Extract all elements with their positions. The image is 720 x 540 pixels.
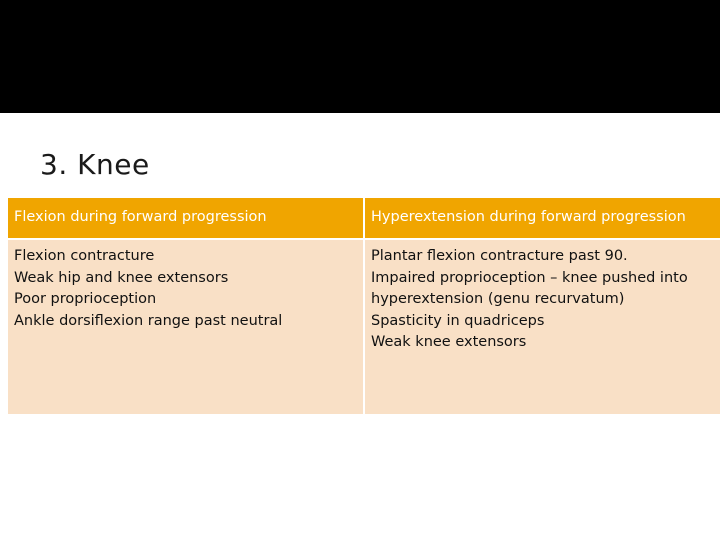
list-item: Plantar flexion contracture past 90.: [371, 248, 628, 264]
list-item: Impaired proprioception – knee pushed into: [371, 269, 688, 286]
slide-title: 3. Knee: [40, 148, 150, 181]
list-item: Weak knee extensors: [371, 334, 527, 350]
list-item: Weak hip and knee extensors: [14, 269, 229, 286]
list-item: Spasticity in quadriceps: [371, 312, 545, 329]
top-black-band: [0, 0, 720, 113]
table-header-row: [7, 197, 720, 239]
flexion-causes-cell: [7, 239, 364, 415]
list-item: Ankle dorsiflexion range past neutral: [14, 312, 283, 329]
hyperextension-causes-cell: [364, 239, 720, 415]
knee-gait-table: [6, 196, 720, 416]
table-row: [7, 239, 720, 415]
list-item: Poor proprioception: [14, 291, 157, 307]
header-hyperextension: Hyperextension during forward progression: [364, 197, 720, 239]
list-item: Flexion contracture: [14, 248, 155, 264]
header-flexion: Flexion during forward progression: [7, 197, 364, 239]
list-item: hyperextension (genu recurvatum): [371, 291, 625, 307]
